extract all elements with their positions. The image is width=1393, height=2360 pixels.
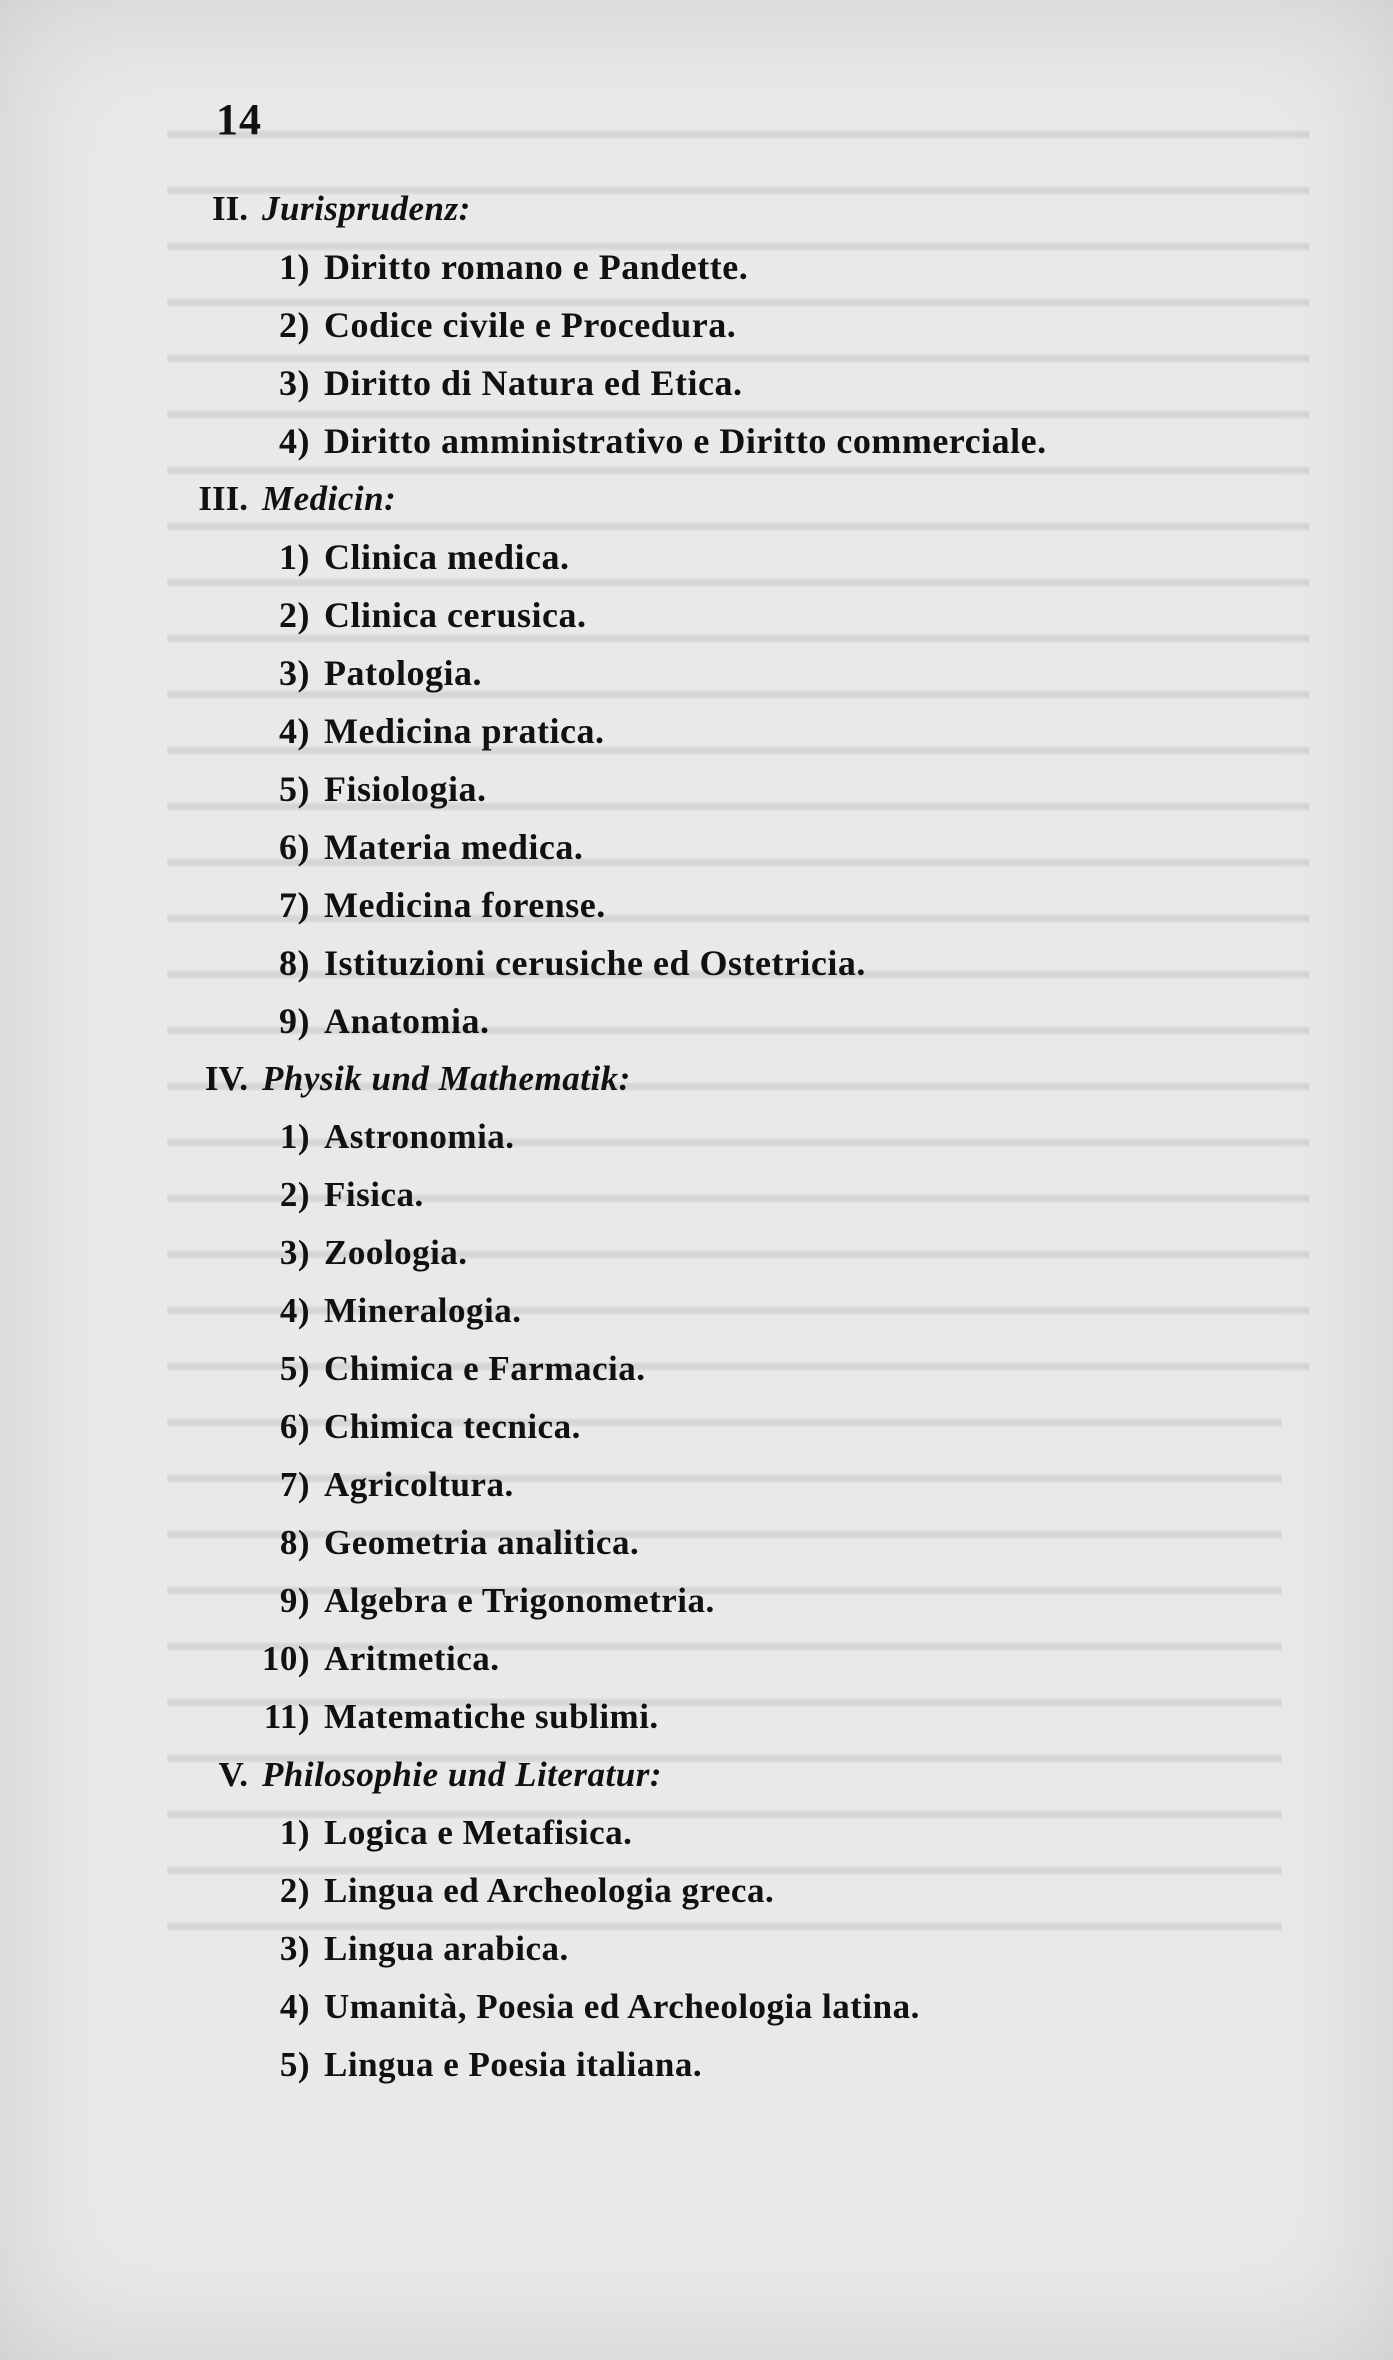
- list-item: [194, 1282, 1314, 1340]
- item-number: 11): [263, 1697, 310, 1736]
- item-number: 4): [279, 1291, 310, 1330]
- item-text: Matematiche sublimi.: [324, 1697, 659, 1736]
- item-number: 3): [279, 1929, 310, 1968]
- item-number: 1): [279, 1813, 310, 1852]
- list-item: [194, 1920, 1314, 1978]
- item-number: 7): [279, 1465, 310, 1504]
- item-number: 2): [279, 305, 310, 345]
- item-text: Chimica e Farmacia.: [324, 1349, 646, 1388]
- list-item: [194, 1804, 1314, 1862]
- section-roman-numeral: II.: [212, 189, 248, 228]
- list-item: [194, 296, 1314, 354]
- item-number: 5): [279, 769, 310, 809]
- item-text: Agricoltura.: [324, 1465, 514, 1504]
- section-heading: [194, 470, 1314, 528]
- item-text: Aritmetica.: [324, 1639, 500, 1678]
- item-text: Lingua ed Archeologia greca.: [324, 1871, 775, 1910]
- item-text: Geometria analitica.: [324, 1523, 640, 1562]
- item-text: Lingua arabica.: [324, 1929, 569, 1968]
- item-number: 2): [279, 595, 310, 635]
- item-text: Patologia.: [324, 653, 482, 693]
- section-title: Philosophie und Literatur:: [262, 1755, 663, 1794]
- item-text: Lingua e Poesia italiana.: [324, 2045, 703, 2084]
- list-item: [194, 1166, 1314, 1224]
- item-number: 7): [279, 885, 310, 925]
- item-text: Diritto amministrativo e Diritto commerciale.: [324, 421, 1047, 461]
- item-number: 3): [279, 653, 310, 693]
- item-number: 1): [279, 537, 310, 577]
- item-text: Algebra e Trigonometria.: [324, 1581, 715, 1620]
- item-number: 6): [279, 1407, 310, 1446]
- item-text: Mineralogia.: [324, 1291, 522, 1330]
- list-item: [194, 1340, 1314, 1398]
- list-item: [194, 876, 1314, 934]
- item-text: Zoologia.: [324, 1233, 468, 1272]
- section-roman-numeral: III.: [198, 479, 248, 518]
- list-item: [194, 1978, 1314, 2036]
- item-text: Clinica medica.: [324, 537, 570, 577]
- section-roman-numeral: V.: [218, 1755, 248, 1794]
- list-item: [194, 412, 1314, 470]
- list-item: [194, 1514, 1314, 1572]
- section-roman-numeral: IV.: [204, 1059, 248, 1098]
- item-text: Astronomia.: [324, 1117, 515, 1156]
- list-item: [194, 586, 1314, 644]
- page-number: 14: [216, 95, 262, 144]
- item-text: Umanità, Poesia ed Archeologia latina.: [324, 1987, 920, 2026]
- list-item: [194, 760, 1314, 818]
- item-number: 8): [279, 1523, 310, 1562]
- item-text: Diritto di Natura ed Etica.: [324, 363, 743, 403]
- item-number: 3): [279, 363, 310, 403]
- list-item: [194, 992, 1314, 1050]
- item-text: Codice civile e Procedura.: [324, 305, 737, 345]
- list-item: [194, 354, 1314, 412]
- item-text: Chimica tecnica.: [324, 1407, 581, 1446]
- item-number: 4): [279, 421, 310, 461]
- item-number: 4): [279, 1987, 310, 2026]
- section-heading: [194, 180, 1314, 238]
- list-item: [194, 818, 1314, 876]
- item-text: Fisica.: [324, 1175, 424, 1214]
- item-number: 2): [279, 1175, 310, 1214]
- list-item: [194, 702, 1314, 760]
- item-number: 5): [279, 2045, 310, 2084]
- list-item: [194, 1398, 1314, 1456]
- item-text: Medicina forense.: [324, 885, 606, 925]
- list-item: [194, 1456, 1314, 1514]
- item-number: 6): [279, 827, 310, 867]
- section-physik-mathematik: [194, 1050, 1314, 1746]
- item-number: 9): [279, 1581, 310, 1620]
- course-list: [194, 180, 1314, 2094]
- item-number: 5): [279, 1349, 310, 1388]
- item-text: Logica e Metafisica.: [324, 1813, 633, 1852]
- list-item: [194, 1108, 1314, 1166]
- item-text: Diritto romano e Pandette.: [324, 247, 749, 287]
- section-items: [194, 1804, 1314, 2094]
- list-item: [194, 1630, 1314, 1688]
- section-title: Medicin:: [262, 479, 397, 518]
- item-number: 1): [279, 247, 310, 287]
- section-heading: [194, 1050, 1314, 1108]
- section-philosophie-literatur: [194, 1746, 1314, 2094]
- section-items: [194, 528, 1314, 1050]
- item-text: Materia medica.: [324, 827, 584, 867]
- list-item: [194, 1862, 1314, 1920]
- item-text: Clinica cerusica.: [324, 595, 587, 635]
- section-heading: [194, 1746, 1314, 1804]
- section-medicin: [194, 470, 1314, 1050]
- item-number: 2): [279, 1871, 310, 1910]
- list-item: [194, 238, 1314, 296]
- item-number: 10): [261, 1639, 310, 1678]
- item-number: 3): [279, 1233, 310, 1272]
- section-title: Jurisprudenz:: [262, 189, 471, 228]
- section-jurisprudenz: [194, 180, 1314, 470]
- section-items: [194, 1108, 1314, 1746]
- item-number: 9): [279, 1001, 310, 1041]
- item-number: 1): [279, 1117, 310, 1156]
- item-text: Istituzioni cerusiche ed Ostetricia.: [324, 943, 866, 983]
- item-text: Fisiologia.: [324, 769, 487, 809]
- section-title: Physik und Mathematik:: [262, 1059, 631, 1098]
- list-item: [194, 1224, 1314, 1282]
- list-item: [194, 1572, 1314, 1630]
- item-text: Anatomia.: [324, 1001, 490, 1041]
- list-item: [194, 644, 1314, 702]
- item-text: Medicina pratica.: [324, 711, 605, 751]
- section-items: [194, 238, 1314, 470]
- list-item: [194, 528, 1314, 586]
- list-item: [194, 934, 1314, 992]
- list-item: [194, 2036, 1314, 2094]
- list-item: [194, 1688, 1314, 1746]
- item-number: 4): [279, 711, 310, 751]
- item-number: 8): [279, 943, 310, 983]
